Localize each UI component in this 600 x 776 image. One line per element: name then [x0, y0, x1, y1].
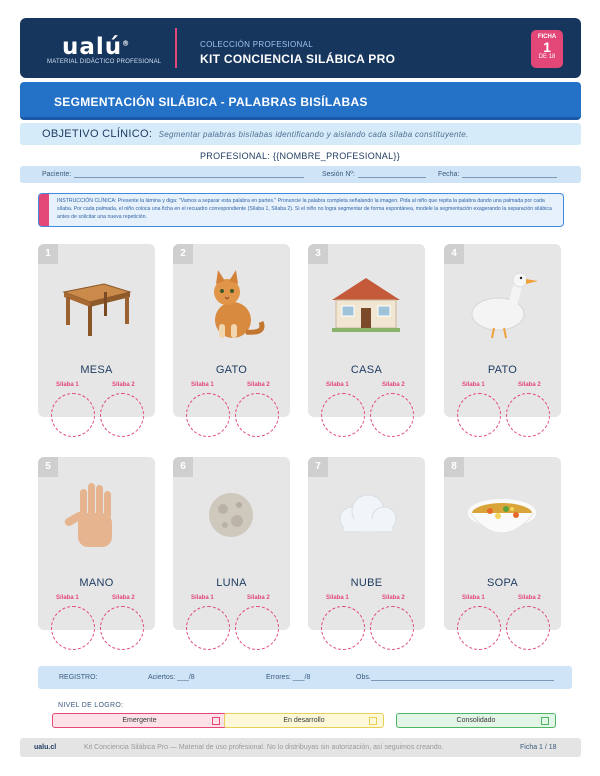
ficha-badge — [531, 30, 563, 68]
ficha-total: DE 18 — [538, 54, 556, 60]
hand-icon — [56, 475, 136, 555]
date-label: Fecha: — [438, 171, 460, 178]
syllable-2-circle[interactable] — [370, 393, 414, 437]
syllable-1-circle[interactable] — [51, 393, 95, 437]
syllable-2-circle[interactable] — [100, 606, 144, 650]
syllable-2-circle[interactable] — [506, 606, 550, 650]
card-word: SOPA — [487, 577, 518, 589]
syllable-1-circle[interactable] — [457, 393, 501, 437]
syllable-2-label: Sílaba 2 — [518, 595, 541, 601]
cloud-icon — [326, 475, 406, 555]
syllable-2-circle[interactable] — [100, 393, 144, 437]
syllable-1-label: Sílaba 1 — [191, 382, 214, 388]
level-label: Consolidado — [456, 717, 496, 724]
page-header — [20, 18, 581, 78]
card-number: 6 — [173, 457, 193, 477]
syllable-2-circle[interactable] — [235, 606, 279, 650]
cat-icon — [191, 262, 271, 342]
syllable-2-label: Sílaba 2 — [247, 595, 270, 601]
card-word: PATO — [487, 364, 518, 376]
syllable-2-label: Sílaba 2 — [382, 382, 405, 388]
level-option-2[interactable] — [224, 713, 384, 728]
word-card — [308, 457, 425, 630]
registro-bar — [38, 666, 572, 689]
instruction-stripe — [39, 194, 49, 226]
card-word: GATO — [215, 364, 248, 376]
ficha-number: 1 — [543, 39, 551, 55]
word-card — [173, 457, 290, 630]
section-title: SEGMENTACIÓN SILÁBICA - PALABRAS BISÍLABAS — [20, 82, 581, 120]
word-card — [444, 457, 561, 630]
card-word: MESA — [80, 364, 113, 376]
syllable-2-circle[interactable] — [370, 606, 414, 650]
syllable-2-label: Sílaba 2 — [382, 595, 405, 601]
syllable-1-circle[interactable] — [186, 393, 230, 437]
level-option-1[interactable] — [52, 713, 227, 728]
duck-icon — [462, 262, 542, 342]
date-field[interactable] — [438, 171, 557, 178]
card-word: CASA — [350, 364, 383, 376]
page-footer — [20, 738, 581, 757]
patient-label: Paciente: — [42, 171, 72, 178]
syllable-1-label: Sílaba 1 — [326, 382, 349, 388]
syllable-1-label: Sílaba 1 — [326, 595, 349, 601]
objective-bar — [20, 123, 581, 145]
level-option-3[interactable] — [396, 713, 556, 728]
obs-label: Obs. — [356, 674, 371, 681]
header-divider — [175, 28, 177, 68]
footer-text: Kit Conciencia Silábica Pro — Material de uso profesional. No lo distribuyas sin autorización, así seguimos creando. — [84, 744, 444, 751]
session-field[interactable] — [322, 171, 426, 178]
syllable-1-label: Sílaba 1 — [462, 595, 485, 601]
level-checkbox[interactable] — [541, 717, 549, 725]
logo-subtitle: MATERIAL DIDÁCTICO PROFESIONAL — [47, 59, 162, 65]
card-number: 5 — [38, 457, 58, 477]
ficha-label: FICHA — [537, 34, 557, 40]
syllable-2-label: Sílaba 2 — [112, 382, 135, 388]
card-word: NUBE — [350, 577, 383, 589]
level-label: Emergente — [122, 717, 157, 724]
syllable-2-circle[interactable] — [235, 393, 279, 437]
moon-icon — [191, 475, 271, 555]
card-number: 2 — [173, 244, 193, 264]
syllable-1-label: Sílaba 1 — [56, 382, 79, 388]
kit-title: KIT CONCIENCIA SILÁBICA PRO — [200, 52, 396, 66]
professional-line: PROFESIONAL: {{NOMBRE_PROFESIONAL}} — [199, 151, 401, 161]
brand-logo: ualú® — [62, 34, 131, 60]
collection-label: COLECCIÓN PROFESIONAL — [200, 40, 313, 49]
syllable-2-label: Sílaba 2 — [518, 382, 541, 388]
syllable-1-label: Sílaba 1 — [56, 595, 79, 601]
word-card — [38, 244, 155, 417]
card-word: LUNA — [216, 577, 247, 589]
instruction-text: INSTRUCCIÓN CLÍNICA: Presente la lámina y diga: "Vamos a separar esta palabra en partes." Pronuncie la palabra completa señalando la imagen. Pida al niño que repita la palabra dando una palmada por cada sílaba. Por cada palmada, el niño coloca una ficha en el recuadro correspondiente (Sílaba 1, Sílaba 2). Si el niño no logra segmentar de forma espontánea, modele la segmentación exagerando la separación silábica antes de solicitar una nueva repetición. — [57, 198, 552, 220]
word-card — [444, 244, 561, 417]
level-checkbox[interactable] — [212, 717, 220, 725]
word-card — [173, 244, 290, 417]
footer-page: Ficha 1 / 18 — [520, 744, 557, 751]
syllable-2-label: Sílaba 2 — [112, 595, 135, 601]
level-label: En desarrollo — [283, 717, 325, 724]
card-number: 4 — [444, 244, 464, 264]
aciertos-field[interactable]: Aciertos: ___/8 — [148, 674, 195, 681]
objective-text: Segmentar palabras bisílabas identificando y aislando cada sílaba constituyente. — [158, 130, 469, 139]
card-number: 7 — [308, 457, 328, 477]
patient-fields — [20, 166, 581, 183]
syllable-1-circle[interactable] — [51, 606, 95, 650]
obs-field[interactable] — [356, 674, 554, 681]
card-word: MANO — [79, 577, 114, 589]
syllable-1-label: Sílaba 1 — [191, 595, 214, 601]
errores-field[interactable]: Errores: ___/8 — [266, 674, 311, 681]
objective-label: OBJETIVO CLÍNICO: — [42, 128, 153, 140]
card-number: 3 — [308, 244, 328, 264]
card-number: 1 — [38, 244, 58, 264]
word-card — [38, 457, 155, 630]
syllable-2-circle[interactable] — [506, 393, 550, 437]
level-checkbox[interactable] — [369, 717, 377, 725]
syllable-1-circle[interactable] — [321, 393, 365, 437]
session-label: Sesión Nº: — [322, 171, 355, 178]
footer-brand: ualu.cl — [34, 744, 57, 751]
syllable-1-circle[interactable] — [457, 606, 501, 650]
word-card — [308, 244, 425, 417]
card-number: 8 — [444, 457, 464, 477]
syllable-2-label: Sílaba 2 — [247, 382, 270, 388]
instruction-box — [38, 193, 564, 227]
nivel-label: NIVEL DE LOGRO: — [58, 702, 124, 709]
syllable-1-circle[interactable] — [321, 606, 365, 650]
syllable-1-label: Sílaba 1 — [462, 382, 485, 388]
table-icon — [56, 262, 136, 342]
registro-label: REGISTRO: — [59, 674, 98, 681]
patient-field[interactable] — [42, 171, 304, 178]
syllable-1-circle[interactable] — [186, 606, 230, 650]
soup-icon — [462, 475, 542, 555]
house-icon — [326, 262, 406, 342]
